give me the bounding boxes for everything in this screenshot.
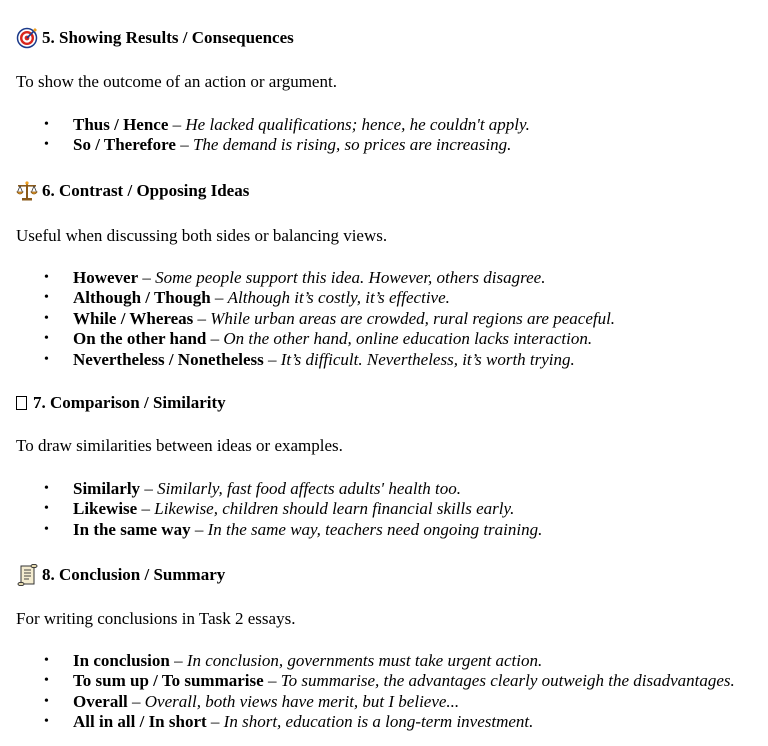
scroll-icon	[16, 564, 38, 586]
section-intro: Useful when discussing both sides or balancing views.	[16, 226, 388, 245]
list-item	[0, 350, 615, 370]
section-intro: To show the outcome of an action or argument.	[16, 72, 337, 91]
dash: –	[174, 651, 183, 670]
dash: –	[172, 115, 182, 134]
dash: –	[210, 712, 220, 732]
list-item	[0, 671, 735, 691]
connector-example: In the same way, teachers need ongoing training.	[207, 519, 543, 539]
connector-list-conclusion	[0, 651, 735, 733]
bullet: •	[44, 290, 49, 306]
balance-scale-icon	[16, 180, 38, 202]
dash: –	[210, 329, 220, 349]
connector-term: So / Therefore	[73, 135, 176, 155]
list-item	[0, 309, 615, 329]
section-title: 5. Showing Results / Consequences	[42, 28, 294, 47]
bullet: •	[44, 117, 49, 132]
connector-list-contrast	[0, 268, 615, 370]
section-intro: For writing conclusions in Task 2 essays.	[16, 609, 296, 628]
bullet: •	[44, 270, 49, 285]
dash: –	[268, 349, 277, 369]
connector-example: On the other hand, online education lacks interaction.	[223, 329, 593, 349]
dash: –	[141, 499, 150, 519]
dash: –	[267, 671, 277, 691]
section-heading-conclusion	[16, 563, 225, 587]
connector-example: Some people support this idea. However, others disagree.	[155, 268, 546, 287]
connector-example: Likewise, children should learn financial skills early.	[154, 499, 515, 519]
connector-term: While / Whereas	[73, 308, 194, 328]
connector-term: To sum up / To summarise	[73, 671, 264, 691]
list-item	[0, 479, 542, 499]
connector-term: Thus / Hence	[73, 115, 169, 134]
connector-example: Similarly, fast food affects adults' health too.	[157, 479, 462, 498]
connector-term: Overall	[73, 691, 128, 711]
bullet: •	[44, 331, 49, 347]
connector-example: He lacked qualifications; hence, he couldn't apply.	[185, 115, 530, 134]
section-title: 7. Comparison / Similarity	[33, 393, 226, 412]
bullet: •	[44, 137, 49, 153]
connector-term: Similarly	[73, 479, 141, 498]
list-item	[0, 651, 735, 671]
connector-example: To summarise, the advantages clearly outweigh the disadvantages.	[280, 671, 735, 691]
missing-glyph-icon	[16, 396, 27, 410]
list-item	[0, 520, 542, 540]
bullet: •	[44, 714, 49, 730]
dash: –	[132, 691, 141, 711]
list-item	[0, 268, 615, 288]
bullet: •	[44, 501, 49, 517]
list-item	[0, 712, 735, 732]
dash: –	[194, 519, 204, 539]
bullet: •	[44, 653, 49, 668]
connector-term: Likewise	[73, 499, 138, 519]
connector-example: Although it’s costly, it’s effective.	[227, 288, 450, 308]
connector-term: All in all / In short	[73, 712, 207, 732]
dash: –	[144, 479, 153, 498]
bullet: •	[44, 310, 49, 326]
section-heading-contrast	[16, 179, 249, 203]
bullet: •	[44, 673, 49, 689]
dash: –	[214, 288, 224, 308]
connector-list-results	[0, 115, 530, 156]
connector-term: In the same way	[73, 519, 191, 539]
list-item	[0, 499, 542, 519]
bullet: •	[44, 693, 49, 709]
dash: –	[180, 135, 189, 155]
list-item	[0, 115, 530, 135]
dash: –	[197, 308, 207, 328]
target-icon	[16, 27, 38, 49]
list-item	[0, 329, 615, 349]
section-heading-results	[16, 26, 294, 50]
section-title: 8. Conclusion / Summary	[42, 565, 226, 584]
list-item	[0, 692, 735, 712]
list-item	[0, 135, 530, 155]
connector-example: Overall, both views have merit, but I believe...	[144, 691, 460, 711]
connector-term: Nevertheless / Nonetheless	[73, 349, 264, 369]
list-item	[0, 288, 615, 308]
connector-example: In short, education is a long-term investment.	[223, 712, 534, 732]
connector-example: It’s difficult. Nevertheless, it’s worth trying.	[280, 349, 575, 369]
bullet: •	[44, 351, 49, 367]
section-heading-comparison	[16, 391, 226, 415]
dash: –	[142, 268, 151, 287]
connector-term: In conclusion	[73, 651, 170, 670]
section-intro: To draw similarities between ideas or examples.	[16, 436, 343, 455]
connector-example: While urban areas are crowded, rural regions are peaceful.	[210, 308, 616, 328]
connector-term: On the other hand	[73, 329, 207, 349]
section-title: 6. Contrast / Opposing Ideas	[42, 181, 250, 200]
connector-term: Although / Though	[73, 288, 211, 308]
connector-example: The demand is rising, so prices are increasing.	[192, 135, 512, 155]
connector-list-comparison	[0, 479, 542, 540]
bullet: •	[44, 521, 49, 537]
connector-term: However	[73, 268, 139, 287]
bullet: •	[44, 481, 49, 496]
connector-example: In conclusion, governments must take urgent action.	[186, 651, 543, 670]
